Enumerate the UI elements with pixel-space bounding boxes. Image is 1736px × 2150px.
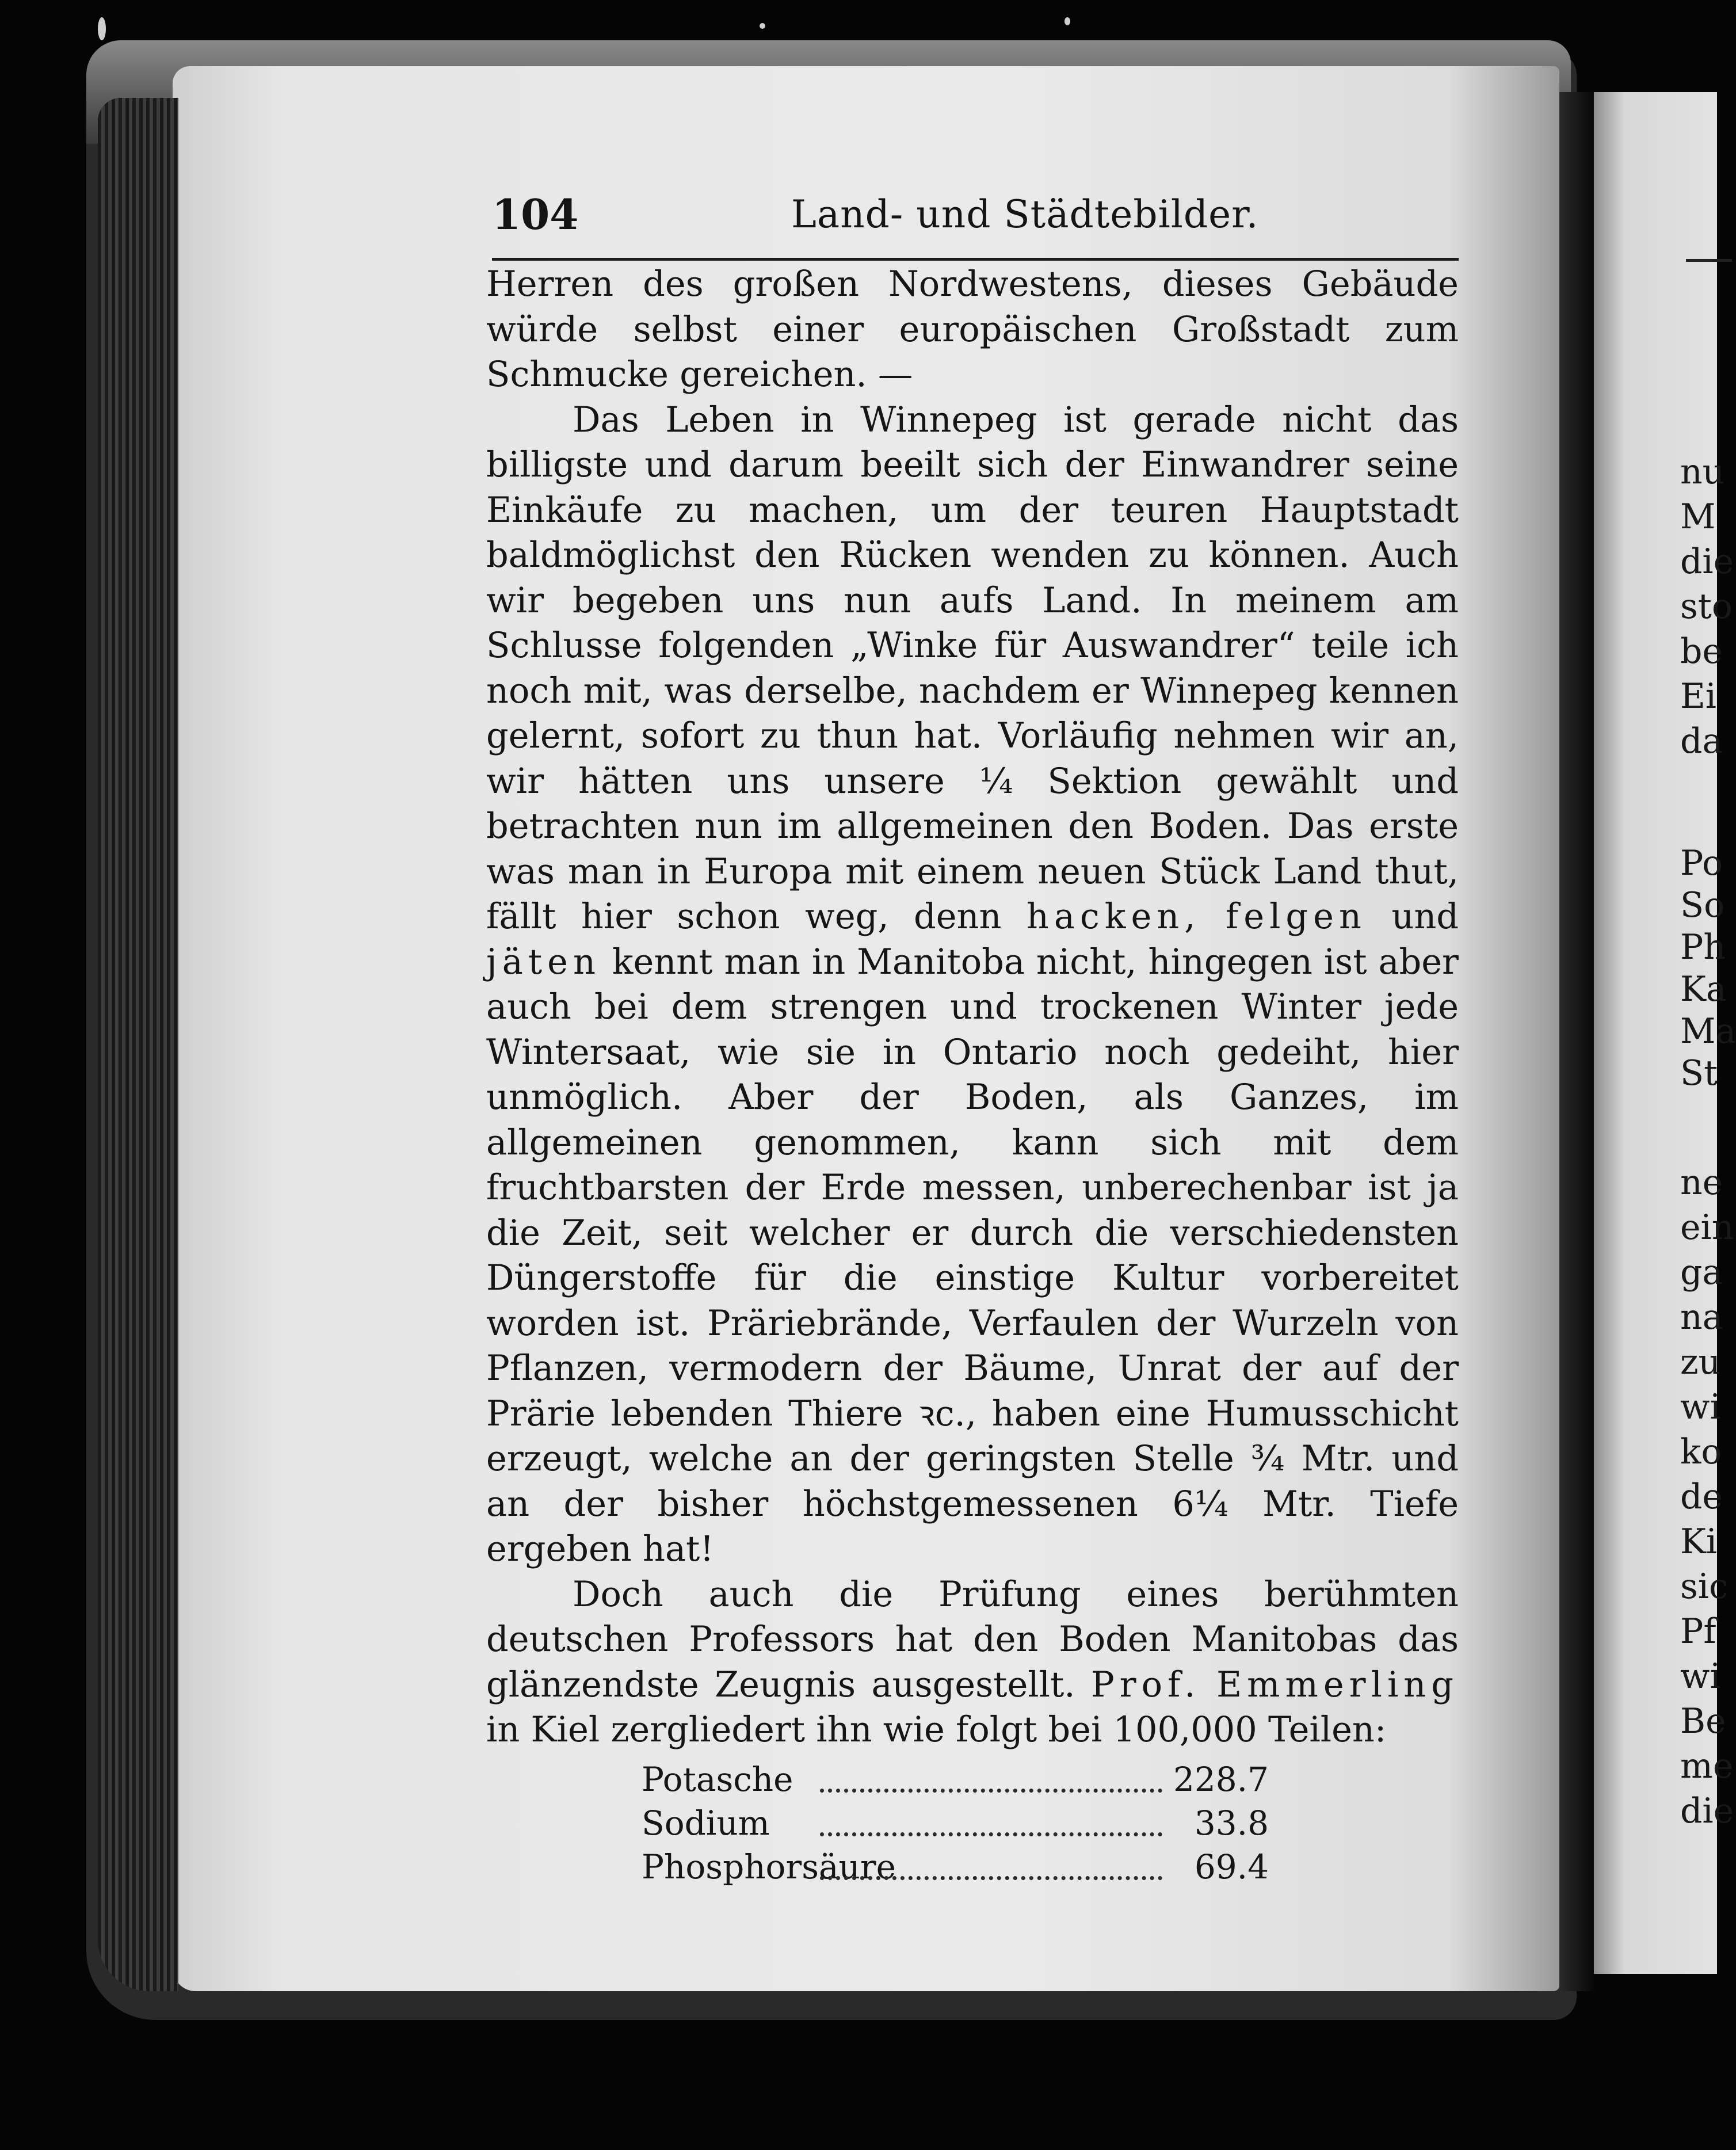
table-row xyxy=(642,1760,1269,1804)
emphasized-word: Prof. xyxy=(1090,1664,1201,1705)
emphasized-word: jäten xyxy=(486,941,601,982)
soil-analysis-table xyxy=(642,1760,1269,1891)
table-row xyxy=(642,1804,1269,1847)
table-row xyxy=(642,1847,1269,1891)
scan-speck xyxy=(760,23,765,29)
table-value: 69.4 xyxy=(1194,1847,1269,1886)
fragment: St xyxy=(1680,1053,1718,1093)
fragment: sto xyxy=(1680,586,1733,627)
fragment: nu xyxy=(1680,452,1725,492)
fragment: sic xyxy=(1680,1566,1729,1607)
fragment: be xyxy=(1680,631,1723,672)
running-title: Land- und Städtebilder. xyxy=(791,192,1259,237)
paragraph: Doch auch die Prüfung eines berühmten deutschen Professors hat den Boden Manitobas das glänzendste Zeugnis ausgestellt. Prof. Emmerling in Kiel zergliedert ihn wie folgt bei 100,000 Teilen: xyxy=(486,1574,1459,1750)
table-label: Potasche xyxy=(642,1760,793,1799)
fragment: So xyxy=(1680,885,1725,925)
scan-speck xyxy=(98,17,106,40)
fragment: zu xyxy=(1680,1342,1721,1382)
page-block-edge xyxy=(98,98,178,1991)
fragment: ne xyxy=(1680,1162,1723,1203)
fragment: ein xyxy=(1680,1207,1734,1248)
page-number: 104 xyxy=(492,190,579,239)
right-page-header-rule xyxy=(1686,259,1732,262)
fragment: ga xyxy=(1680,1252,1723,1293)
fragment: Ma xyxy=(1680,1011,1736,1051)
scan-speck xyxy=(1065,17,1070,25)
paragraph: Das Leben in Winnepeg ist gerade nicht das billigste und darum beeilt sich der Einwandrer seine Einkäufe zu machen, um der teuren Hauptstadt baldmöglichst den Rücken wenden zu können. Auch wir begeben uns nun aufs Land. In meinem am Schlusse folgenden „Winke für Auswandrer“ teile ich noch mit, was derselbe, nachdem er Winnepeg kennen gelernt, sofort zu thun hat. Vorläufig nehmen wir an, wir hätten uns unsere ¼ Sektion gewählt und betrachten nun im allgemeinen den Boden. Das erste was man in Europa mit einem neuen Stück Land thut, fällt hier schon weg, denn hacken, felgen und jäten kennt man in Manitoba nicht, hingegen ist aber auch bei dem strengen und trockenen Winter jede Wintersaat, wie sie in Ontario noch gedeiht, hier unmöglich. Aber der Boden, als Ganzes, im allgemeinen genommen, kann sich mit dem fruchtbarsten der Erde messen, unberechenbar ist ja die Zeit, seit welcher er durch die verschiedensten Düngerstoffe für die einstige Kultur vorbereitet worden ist. Präriebrände, Verfaulen der Wurzeln von Pflanzen, vermodern der Bäume, Unrat der auf der Prärie lebenden Thiere ꝛc., haben eine Humusschicht erzeugt, welche an der geringsten Stelle ¾ Mtr. und an der bisher höchstgemessenen 6¼ Mtr. Tiefe ergeben hat! xyxy=(486,399,1459,1569)
paragraph: Herren des großen Nordwestens, dieses Gebäude würde selbst einer europäischen Großstadt zum Schmucke gereichen. — xyxy=(486,264,1459,395)
running-header xyxy=(492,190,1456,253)
fragment: Ei xyxy=(1680,676,1716,716)
emphasized-word: hacken, xyxy=(1026,897,1201,937)
table-label: Phosphorsäure xyxy=(642,1847,896,1886)
fragment: Ka xyxy=(1680,969,1727,1009)
emphasized-word: Emmerling xyxy=(1216,1664,1459,1705)
book-gutter xyxy=(1559,92,1594,1991)
right-page-fragment xyxy=(1594,92,1736,1974)
fragment: wi xyxy=(1680,1387,1721,1427)
fragment: Pf xyxy=(1680,1611,1716,1652)
table-value: 33.8 xyxy=(1194,1804,1269,1843)
fragment: me xyxy=(1680,1746,1734,1786)
fragment: wi xyxy=(1680,1656,1721,1697)
emphasized-word: felgen xyxy=(1225,897,1367,937)
fragment: na xyxy=(1680,1297,1723,1337)
fragment: ko xyxy=(1680,1432,1722,1472)
table-value: 228.7 xyxy=(1173,1760,1269,1799)
leader-dots xyxy=(820,1804,1162,1836)
fragment: de xyxy=(1680,1477,1723,1517)
fragment: da xyxy=(1680,721,1723,761)
fragment: Be xyxy=(1680,1701,1726,1741)
table-label: Sodium xyxy=(642,1804,770,1843)
fragment: die xyxy=(1680,1791,1734,1831)
leader-dots xyxy=(820,1847,1162,1880)
fragment: M xyxy=(1680,497,1716,537)
fragment: Ph xyxy=(1680,927,1726,967)
fragment: die xyxy=(1680,542,1734,582)
leader-dots xyxy=(820,1760,1162,1793)
header-rule xyxy=(492,258,1459,261)
fragment: Ki xyxy=(1680,1522,1718,1562)
body-text xyxy=(486,262,1459,1753)
fragment: Po xyxy=(1680,843,1723,883)
